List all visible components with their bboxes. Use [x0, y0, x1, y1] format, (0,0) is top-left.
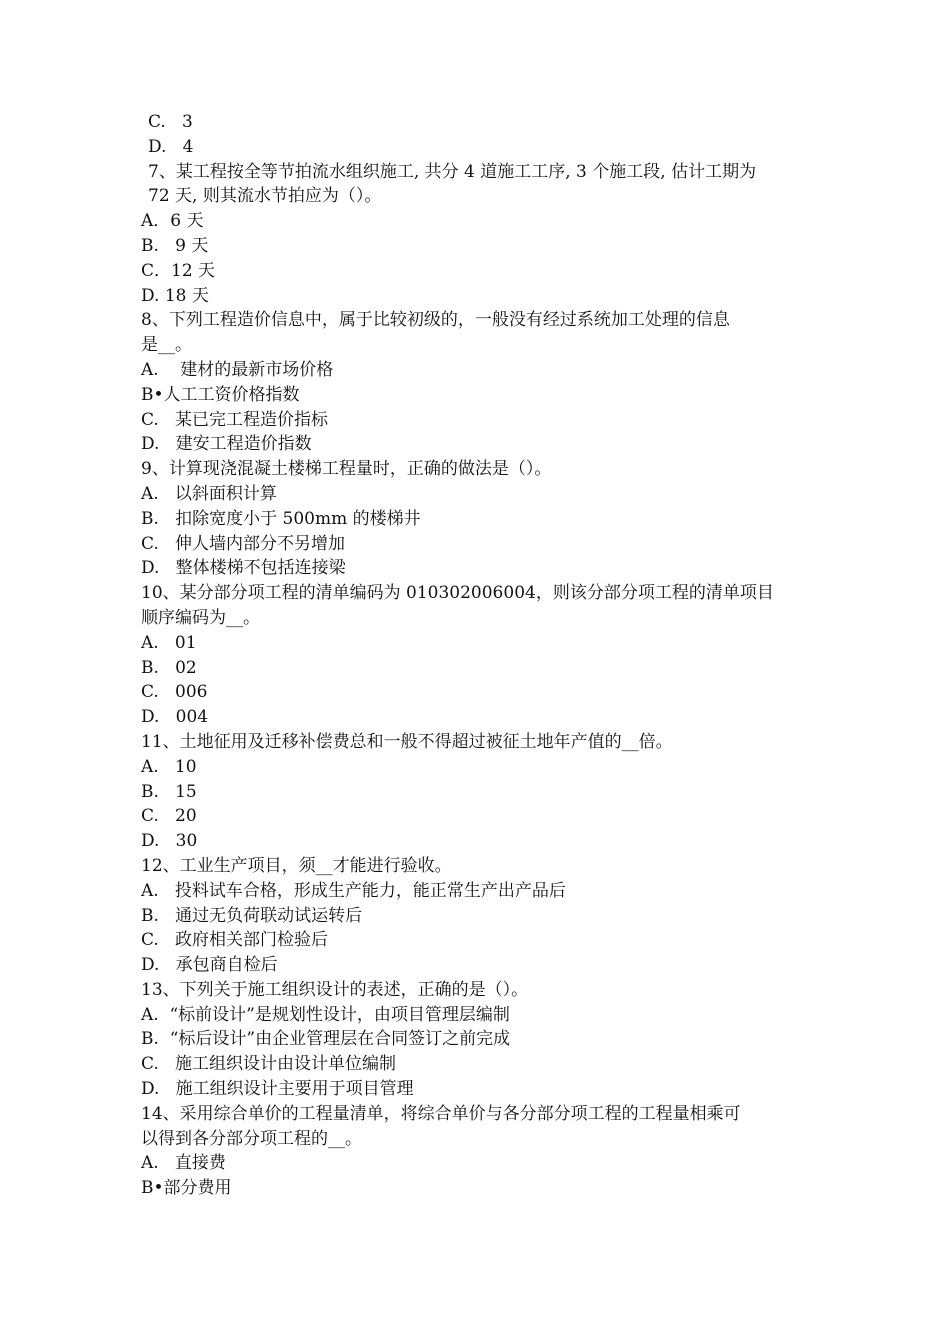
answer-option: A. 直接费	[141, 1153, 226, 1174]
question-text	[141, 978, 816, 1003]
answer-option: B. “标后设计”由企业管理层在合同签订之前完成	[141, 1029, 511, 1050]
question-text	[141, 160, 816, 210]
answer-option: D. 004	[141, 707, 209, 728]
answer-option: B. 扣除宽度小于 500mm 的楼梯井	[141, 508, 421, 529]
question-line: 10、某分部分项工程的清单编码为 010302006004，则该分部分项工程的清单项目	[141, 583, 774, 604]
answer-option: D. 建安工程造价指数	[141, 434, 312, 455]
answer-option: D. 施工组织设计主要用于项目管理	[141, 1079, 414, 1100]
answer-option: A. “标前设计”是规划性设计，由项目管理层编制	[141, 1004, 510, 1025]
question-text	[141, 854, 816, 879]
question-text	[141, 581, 816, 631]
answer-option: D. 整体楼梯不包括连接梁	[141, 558, 346, 579]
question-line: 72 天, 则其流水节拍应为（）。	[148, 186, 382, 207]
question-text	[141, 457, 816, 482]
answer-option: C. 006	[141, 682, 208, 703]
answer-option: A. 01	[141, 632, 197, 653]
answer-option: B. 通过无负荷联动试运转后	[141, 905, 363, 926]
answer-option: A. 10	[141, 756, 197, 777]
question-line: 13、下列关于施工组织设计的表述，正确的是（）。	[141, 979, 529, 1000]
answer-option: D. 承包商自检后	[141, 955, 278, 976]
answer-option: B. 15	[141, 781, 197, 802]
answer-option: C. 3	[148, 112, 193, 132]
answer-option: C. 某已完工程造价指标	[141, 409, 329, 430]
question-line: 12、工业生产项目，须__才能进行验收。	[141, 855, 452, 876]
question-line: 9、计算现浇混凝土楼梯工程量时，正确的做法是（）。	[141, 459, 552, 480]
answer-option: B. 9 天	[141, 235, 209, 256]
answer-option: D. 18 天	[141, 285, 209, 306]
answer-option: C. 20	[141, 806, 197, 827]
answer-option: A. 以斜面积计算	[141, 483, 277, 504]
answer-option: B•人工工资价格指数	[141, 384, 300, 405]
question-line: 14、采用综合单价的工程量清单，将综合单价与各分部分项工程的工程量相乘可	[141, 1103, 741, 1124]
answer-option: C. 施工组织设计由设计单位编制	[141, 1054, 397, 1075]
question-line: 是__。	[141, 335, 192, 356]
answer-option: D. 30	[141, 831, 198, 852]
answer-option: C．12 天	[141, 260, 216, 281]
answer-option: A. 投料试车合格，形成生产能力，能正常生产出产品后	[141, 880, 566, 901]
question-text	[141, 730, 816, 755]
question-line: 11、土地征用及迁移补偿费总和一般不得超过被征土地年产值的__倍。	[141, 731, 673, 752]
answer-option: C. 伸人墙内部分不另增加	[141, 533, 346, 554]
question-line: 顺序编码为__。	[141, 607, 260, 628]
question-text	[141, 308, 816, 358]
answer-option: B•部分费用	[141, 1178, 232, 1199]
question-line: 7、某工程按全等节拍流水组织施工, 共分 4 道施工工序, 3 个施工段, 估计工期为	[148, 161, 757, 182]
document-page	[141, 110, 816, 1201]
question-line: 8、下列工程造价信息中，属于比较初级的，一般没有经过系统加工处理的信息	[141, 310, 730, 331]
answer-option: A. 建材的最新市场价格	[141, 359, 334, 380]
answer-option: A．6 天	[141, 211, 204, 232]
answer-option: B. 02	[141, 657, 197, 678]
question-text	[141, 1102, 816, 1152]
answer-option: D. 4	[148, 136, 194, 157]
answer-option: C. 政府相关部门检验后	[141, 930, 329, 951]
question-line: 以得到各分部分项工程的__。	[141, 1128, 362, 1149]
